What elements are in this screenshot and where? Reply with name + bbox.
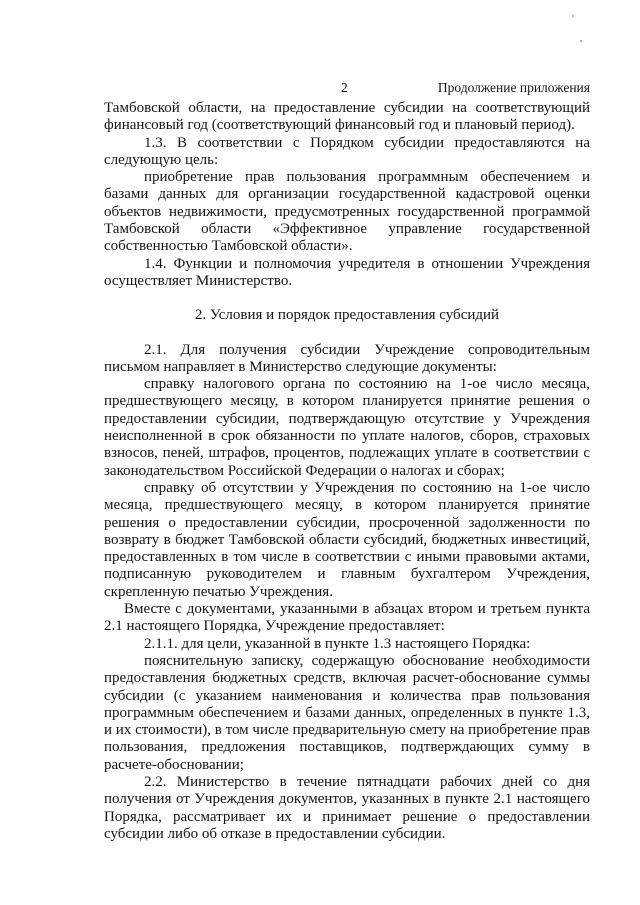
paragraph: Вместе с документами, указанными в абзацах втором и третьем пункта 2.1 настоящего Порядка, Учреждение предоставляет:: [104, 601, 590, 635]
paragraph: пояснительную записку, содержащую обоснование необходимости предоставления бюджетных средств, включая расчет-обоснование суммы субсидии (с указанием наименования и количества прав пользования программным обеспечением и базами данных, определенных в пункте 1.3, и их стоимости), в том числе предварительную смету на приобретение прав пользования, предложения поставщиков, подтверждающих сумму в расчете-обосновании;: [104, 652, 590, 773]
section-heading: 2. Условия и порядок предоставления субсидий: [194, 307, 500, 324]
scan-speck: [572, 15, 574, 17]
continuation-label: Продолжение приложения: [437, 80, 590, 95]
document-body: [104, 100, 590, 843]
page-number: 2: [341, 80, 348, 95]
paragraph: 2.1. Для получения субсидии Учреждение сопроводительным письмом направляет в Министерство следующие документы:: [104, 341, 590, 375]
page-header: [104, 80, 590, 98]
paragraph: справку налогового органа по состоянию на 1-ое число месяца, предшествующего месяцу, в котором планируется принятие решения о предоставлении субсидии, подтверждающую отсутствие у Учреждения неисполненной в срок обязанности по уплате налогов, сборов, страховых взносов, пеней, штрафов, процентов, подлежащих уплате в соответствии с законодательством Российской Федерации о налогах и сборах;: [104, 376, 590, 479]
paragraph: 2.2. Министерство в течение пятнадцати рабочих дней со дня получения от Учреждения документов, указанных в пункте 2.1 настоящего Порядка, рассматривает их и принимает решение о предоставлении субсидии либо об отказе в предоставлении субсидии.: [104, 773, 590, 842]
paragraph: справку об отсутствии у Учреждения по состоянию на 1-ое число месяца, предшествующего месяцу, в котором планируется принятие решения о предоставлении субсидии, просроченной задолженности по возврату в бюджет Тамбовской области субсидий, бюджетных инвестиций, предоставленных в том числе в соответствии с иными правовыми актами, подписанную руководителем и главным бухгалтером Учреждения, скрепленную печатью Учреждения.: [104, 479, 590, 600]
paragraph: Тамбовской области, на предоставление субсидии на соответствующий финансовый год (соответствующий финансовый год и плановый период).: [104, 100, 590, 134]
paragraph: 1.3. В соответствии с Порядком субсидии предоставляются на следующую цель:: [104, 134, 590, 168]
paragraph: 1.4. Функции и полномочия учредителя в отношении Учреждения осуществляет Министерство.: [104, 255, 590, 289]
paragraph: приобретение прав пользования программным обеспечением и базами данных для организации государственной кадастровой оценки объектов недвижимости, предусмотренных государственной программой Тамбовской области «Эффективное управление государственной собственностью Тамбовской области».: [104, 169, 590, 255]
paragraph: 2.1.1. для цели, указанной в пункте 1.3 настоящего Порядка:: [144, 635, 531, 652]
scan-speck: [580, 40, 582, 42]
